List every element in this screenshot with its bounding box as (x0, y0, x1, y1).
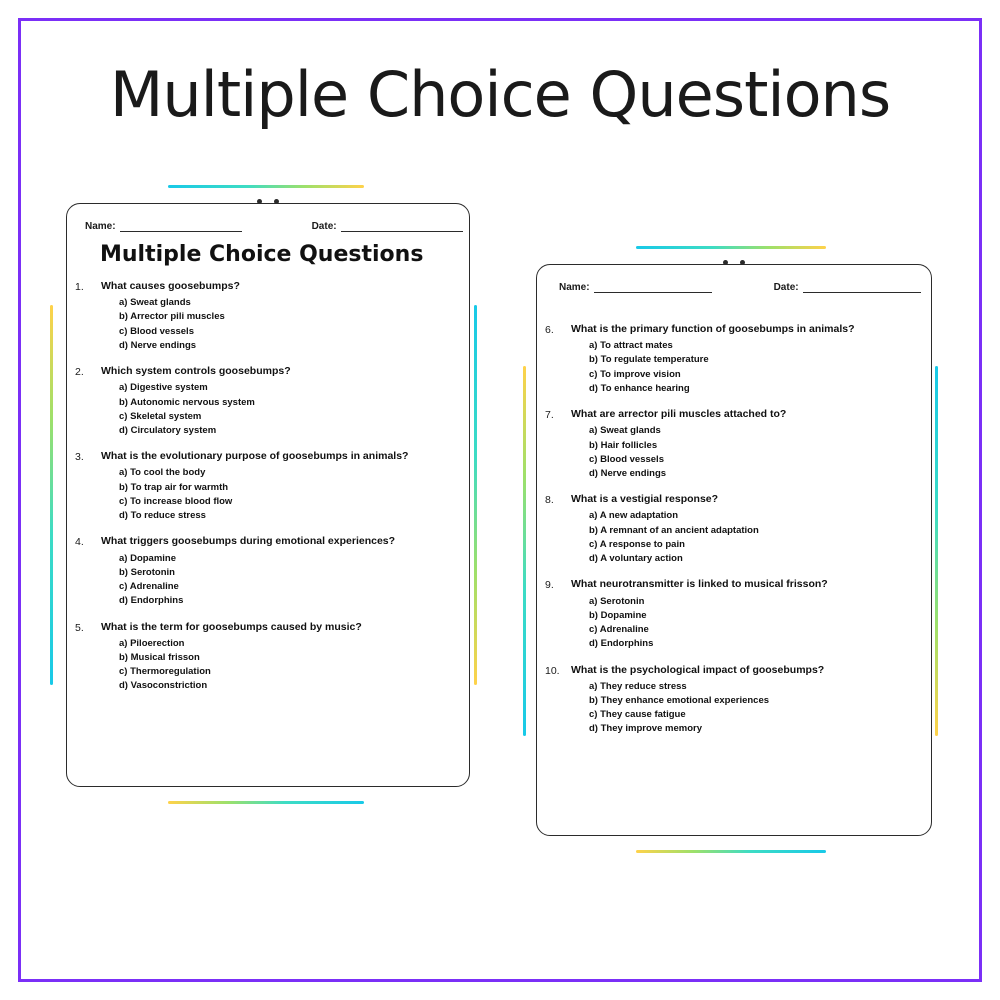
question-option[interactable]: a) Serotonin (589, 595, 645, 607)
sheet1-date-line[interactable] (341, 220, 463, 232)
sheet2-deco-right (935, 366, 938, 736)
sheet2-date-line[interactable] (803, 281, 921, 293)
sheet1-name-label: Name: (85, 221, 116, 232)
question-option[interactable]: c) Blood vessels (119, 325, 194, 337)
question-option[interactable]: b) Dopamine (589, 609, 647, 621)
sheet2-name-label: Name: (559, 282, 590, 293)
question-number: 10. (545, 664, 560, 677)
question-text: What are arrector pili muscles attached to? (571, 408, 787, 421)
question-item (75, 621, 447, 694)
question-option[interactable]: d) Nerve endings (589, 468, 667, 479)
sheet1-name-field[interactable] (85, 220, 242, 232)
sheet1-deco-bottom (168, 801, 364, 804)
sheet2-meta-row (537, 281, 931, 293)
sheet1-deco-top (168, 185, 364, 188)
sheet2-name-field[interactable] (559, 281, 712, 293)
sheet2-deco-top (636, 246, 826, 249)
question-option[interactable]: c) A response to pain (589, 538, 685, 550)
sheet1-deco-right (474, 305, 477, 685)
question-option[interactable]: c) They cause fatigue (589, 709, 686, 721)
question-item (75, 365, 447, 438)
question-item (545, 493, 909, 566)
question-option[interactable]: b) To trap air for warmth (119, 481, 229, 493)
sheet2-name-line[interactable] (594, 281, 712, 293)
question-option[interactable]: b) Autonomic nervous system (119, 396, 255, 408)
sheet1-name-line[interactable] (120, 220, 242, 232)
question-number: 9. (545, 579, 554, 592)
question-text: What is the psychological impact of goosebumps? (571, 663, 825, 676)
question-item (545, 664, 909, 737)
question-item (75, 450, 447, 523)
question-number: 6. (545, 324, 554, 336)
question-option[interactable]: b) A remnant of an ancient adaptation (589, 524, 759, 536)
sheet2-question-list (537, 323, 931, 749)
question-text: What is the primary function of goosebumps in animals? (571, 323, 855, 335)
question-text: What neurotransmitter is linked to musical frisson? (571, 578, 828, 591)
question-item (75, 535, 447, 608)
question-option[interactable]: a) They reduce stress (589, 680, 687, 692)
question-option[interactable]: a) To cool the body (119, 467, 206, 479)
question-option[interactable]: d) Endorphins (589, 638, 654, 650)
question-option[interactable]: d) Nerve endings (119, 339, 197, 351)
sheet2-deco-bottom (636, 850, 826, 853)
sheet1-date-field[interactable] (312, 220, 463, 232)
sheet1-title: Multiple Choice Questions (100, 242, 424, 267)
question-option[interactable]: d) A voluntary action (589, 553, 683, 565)
question-item (545, 408, 909, 481)
question-option[interactable]: a) Sweat glands (589, 425, 661, 437)
question-option[interactable]: d) Circulatory system (119, 425, 217, 436)
question-option[interactable]: d) Endorphins (119, 595, 184, 607)
question-option[interactable]: c) To improve vision (589, 368, 681, 380)
question-option[interactable]: b) They enhance emotional experiences (589, 694, 770, 706)
question-option[interactable]: b) Musical frisson (119, 651, 200, 663)
question-option[interactable]: c) Blood vessels (589, 453, 664, 465)
sheet1-question-list (67, 280, 469, 706)
question-option[interactable]: c) Thermoregulation (119, 666, 211, 678)
question-text: What is the evolutionary purpose of goosebumps in animals? (101, 450, 409, 463)
sheet2-date-field[interactable] (774, 281, 921, 293)
question-number: 8. (545, 494, 554, 507)
sheet1-deco-left (50, 305, 53, 685)
page-title: Multiple Choice Questions (109, 58, 891, 131)
sheet1-meta-row (67, 220, 469, 232)
question-option[interactable]: c) Adrenaline (589, 624, 649, 635)
question-number: 4. (75, 536, 84, 549)
question-option[interactable]: d) Vasoconstriction (119, 680, 208, 692)
question-item (545, 578, 909, 651)
sheet1-date-label: Date: (311, 221, 337, 232)
question-option[interactable]: a) Dopamine (119, 552, 177, 564)
question-text: What is the term for goosebumps caused by music? (101, 620, 362, 633)
question-text: What causes goosebumps? (101, 280, 240, 292)
question-number: 5. (75, 621, 84, 634)
question-option[interactable]: b) To regulate temperature (589, 354, 709, 366)
question-option[interactable]: d) To reduce stress (119, 510, 206, 522)
question-option[interactable]: c) To increase blood flow (119, 495, 233, 507)
question-option[interactable]: b) Hair follicles (589, 439, 658, 451)
question-number: 7. (545, 409, 554, 422)
question-option[interactable]: a) Piloerection (119, 637, 185, 649)
question-text: What is a vestigial response? (571, 493, 719, 506)
question-option[interactable]: a) Digestive system (119, 382, 208, 394)
question-option[interactable]: a) To attract mates (589, 340, 673, 352)
question-number: 1. (75, 281, 84, 293)
question-number: 3. (75, 451, 84, 464)
sheet2-date-label: Date: (773, 282, 799, 293)
sheet2-deco-left (523, 366, 526, 736)
question-option[interactable]: c) Skeletal system (119, 410, 202, 422)
question-text: Which system controls goosebumps? (101, 365, 291, 378)
question-option[interactable]: a) A new adaptation (589, 510, 679, 522)
question-item (75, 280, 447, 353)
clipboard-clip-icon (255, 199, 281, 209)
question-option[interactable]: c) Adrenaline (119, 581, 179, 592)
clipboard-clip-icon (721, 260, 747, 270)
question-number: 2. (75, 366, 84, 379)
sheet-one (66, 203, 470, 787)
question-text: What triggers goosebumps during emotional experiences? (101, 535, 396, 548)
question-option[interactable]: b) Serotonin (119, 566, 175, 578)
question-option[interactable]: b) Arrector pili muscles (119, 311, 225, 323)
question-item (545, 323, 909, 396)
question-option[interactable]: a) Sweat glands (119, 297, 191, 309)
question-option[interactable]: d) To enhance hearing (589, 382, 690, 394)
question-option[interactable]: d) They improve memory (589, 723, 702, 735)
sheet-two (536, 264, 932, 836)
